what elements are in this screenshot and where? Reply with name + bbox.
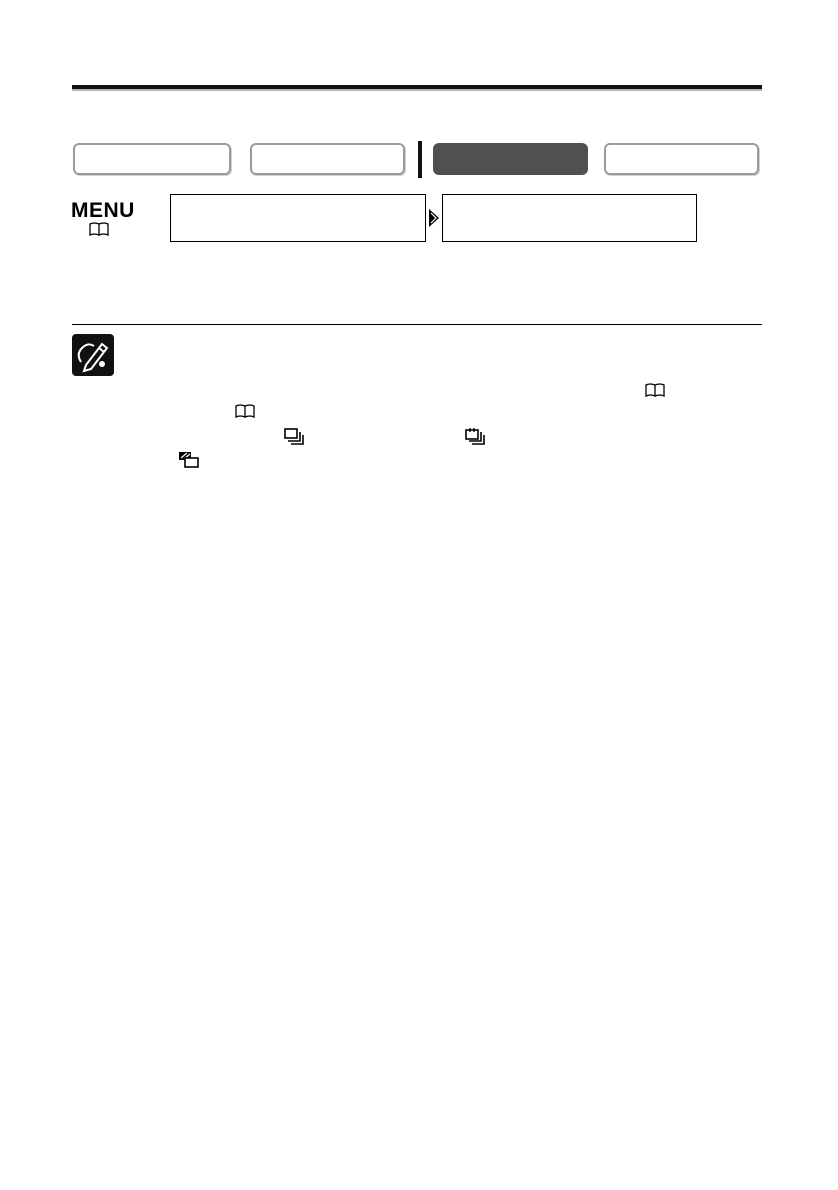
section-rule	[72, 324, 762, 325]
pencil-note-icon	[72, 334, 114, 376]
menu-path-box-2	[442, 194, 697, 242]
continuous-shooting-icon	[284, 428, 304, 446]
high-speed-continuous-icon	[465, 427, 485, 446]
menu-path-box-1	[170, 194, 426, 242]
mode-tab-3-active[interactable]	[433, 143, 588, 175]
book-icon	[643, 383, 667, 397]
mode-tab-2[interactable]	[250, 143, 405, 175]
triangle-right-icon	[427, 208, 441, 228]
menu-label: MENU	[71, 199, 135, 222]
book-icon	[88, 222, 110, 236]
header-rule-shadow	[72, 89, 762, 91]
book-icon	[233, 404, 257, 418]
mode-tab-4[interactable]	[604, 143, 759, 175]
auto-exposure-bracketing-icon	[178, 451, 200, 469]
mode-divider	[418, 141, 422, 178]
mode-tab-1[interactable]	[73, 143, 231, 175]
